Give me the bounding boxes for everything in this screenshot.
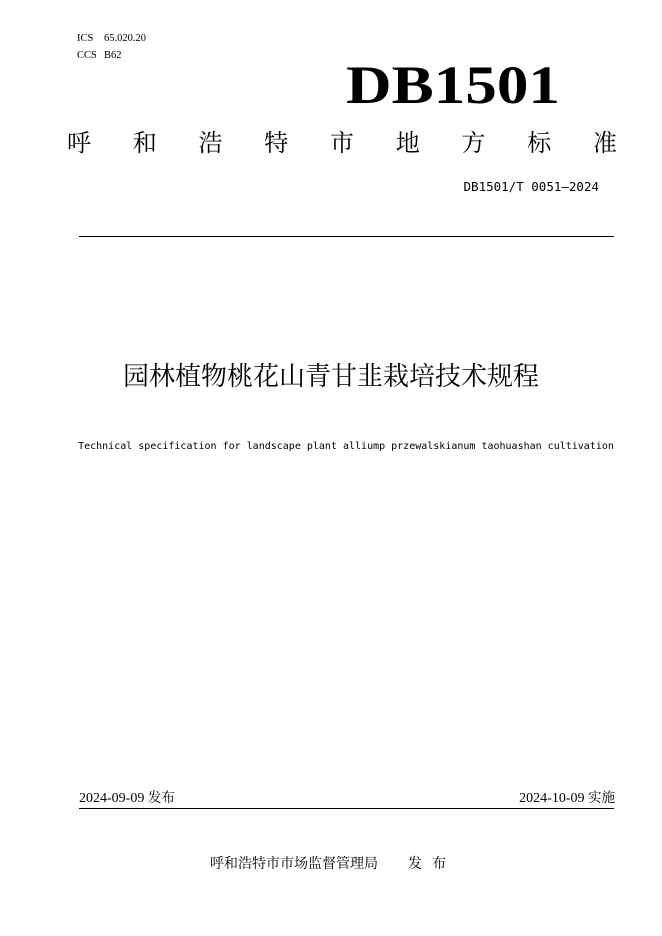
- standard-type-char: 地: [395, 129, 420, 157]
- standard-number: DB1501/T 0051—2024: [463, 179, 599, 194]
- standard-type-char: 浩: [198, 129, 223, 157]
- title-english: Technical specification for landscape plant alliump przewalskianum taohuashan cultivation: [78, 441, 614, 452]
- db-logo-text: DB1501: [346, 55, 560, 112]
- db-logo: [340, 52, 572, 112]
- issue-date-line: [79, 788, 175, 809]
- issuer-name: 呼和浩特市市场监督管理局: [210, 856, 378, 872]
- ccs-line: [77, 49, 122, 63]
- standard-type-char: 市: [330, 129, 354, 157]
- ccs-label: CCS: [77, 50, 97, 61]
- issuer-line: [210, 854, 456, 874]
- implement-date-line: [519, 788, 615, 809]
- ics-line: [77, 32, 146, 46]
- title-chinese: 园林植物桃花山青甘韭栽培技术规程: [122, 362, 539, 392]
- standard-type-char: 呼: [67, 129, 91, 157]
- standard-type-char: 准: [593, 129, 617, 157]
- standard-type-heading: [62, 126, 622, 160]
- ics-label: ICS: [77, 33, 94, 44]
- standard-type-char: 特: [264, 129, 289, 157]
- issue-word: 发布: [147, 790, 175, 806]
- standard-type-char: 和: [132, 129, 157, 157]
- bottom-divider: [79, 808, 614, 809]
- issue-date: 2024-09-09: [79, 791, 145, 806]
- issuer-action: 发布: [408, 856, 456, 872]
- standard-type-char: 标: [527, 129, 552, 157]
- db-logo-graphic: [340, 52, 572, 112]
- top-divider: [79, 236, 614, 237]
- ccs-code: B62: [104, 50, 122, 61]
- ics-code: 65.020.20: [104, 33, 146, 44]
- implement-date: 2024-10-09: [519, 791, 585, 806]
- implement-word: 实施: [588, 790, 615, 806]
- standard-type-char: 方: [461, 129, 486, 157]
